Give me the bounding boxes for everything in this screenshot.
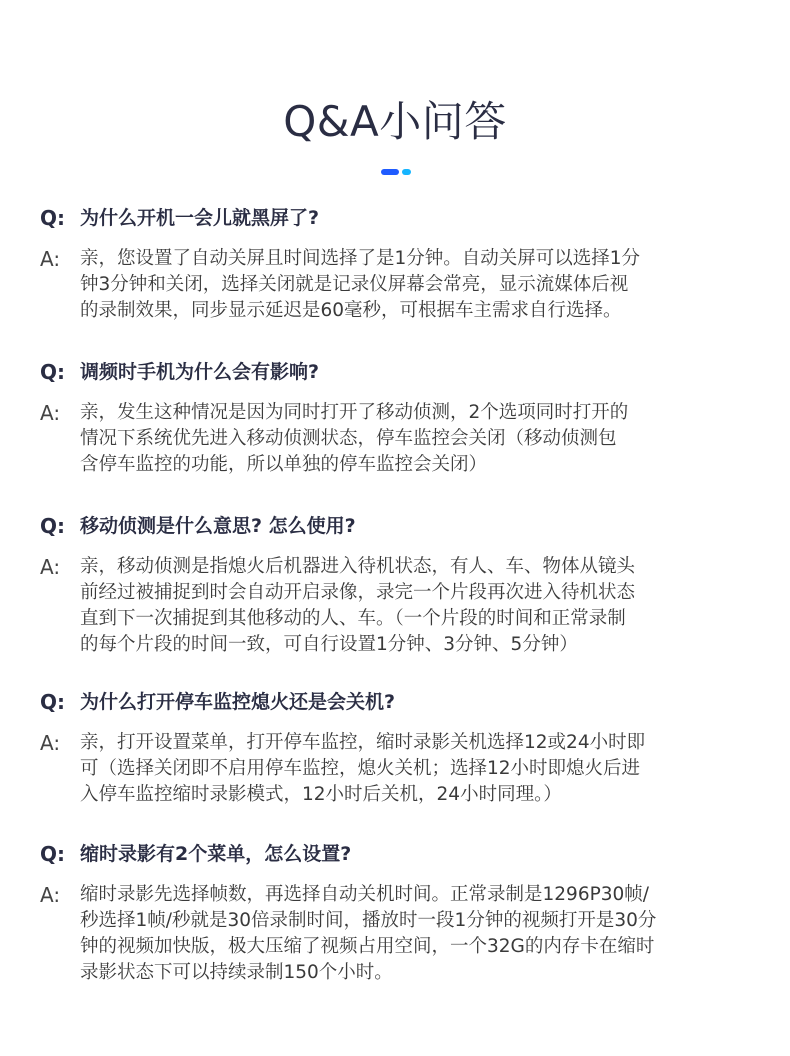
answer-row [40,400,760,478]
answer-text [80,554,752,658]
question-text: 为什么打开停车监控熄火还是会关机? [80,691,396,713]
question-prefix: Q: [40,206,65,230]
question-prefix: Q: [40,690,65,714]
answer-line: 缩时录影先选择帧数，再选择自动关机时间。正常录制是1296P30帧/ [80,884,650,905]
question-prefix: Q: [40,360,65,384]
answer-line: 录影状态下可以持续录制150个小时。 [80,962,393,983]
qa-item [40,836,760,986]
answer-row [40,882,760,986]
question-row [40,836,760,872]
answer-text [80,246,752,324]
page-title: Q&A小问答 [283,97,507,146]
question-row [40,684,760,720]
answer-line: 秒选择1帧/秒就是30倍录制时间，播放时一段1分钟的视频打开是30分 [80,910,657,931]
answer-row [40,246,760,324]
answer-prefix: A: [40,247,61,271]
question-row [40,200,760,236]
answer-row [40,554,760,658]
divider-segment-primary [381,169,399,175]
answer-prefix: A: [40,731,61,755]
title-divider [381,169,411,175]
qa-item [40,508,760,658]
answer-line: 亲，您设置了自动关屏且时间选择了是1分钟。自动关屏可以选择1分 [80,248,641,269]
answer-text [80,400,752,478]
answer-line: 钟3分钟和关闭，选择关闭就是记录仪屏幕会常亮，显示流媒体后视 [80,274,629,295]
answer-line: 钟的视频加快版，极大压缩了视频占用空间，一个32G的内存卡在缩时 [80,936,655,957]
answer-prefix: A: [40,883,61,907]
question-prefix: Q: [40,514,65,538]
question-row [40,508,760,544]
answer-line: 亲，发生这种情况是因为同时打开了移动侦测，2个选项同时打开的 [80,402,629,423]
answer-row [40,730,760,808]
question-row [40,354,760,390]
answer-prefix: A: [40,401,61,425]
answer-line: 亲，移动侦测是指熄火后机器进入待机状态，有人、车、物体从镜头 [80,556,636,577]
question-prefix: Q: [40,842,65,866]
answer-line: 的每个片段的时间一致，可自行设置1分钟、3分钟、5分钟） [80,634,578,655]
answer-line: 直到下一次捕捉到其他移动的人、车。（一个片段的时间和正常录制 [80,608,626,629]
answer-line: 可（选择关闭即不启用停车监控，熄火关机；选择12小时即熄火后进 [80,758,641,779]
question-text: 调频时手机为什么会有影响? [80,361,320,383]
answer-line: 情况下系统优先进入移动侦测状态，停车监控会关闭（移动侦测包 [80,428,617,449]
answer-line: 入停车监控缩时录影模式，12小时后关机，24小时同理。） [80,784,562,805]
answer-line: 含停车监控的功能，所以单独的停车监控会关闭） [80,454,488,475]
divider-segment-secondary [402,169,411,175]
qa-item [40,684,760,808]
question-text: 为什么开机一会儿就黑屏了? [80,207,320,229]
qa-item [40,200,760,324]
answer-text [80,882,752,986]
question-text: 缩时录影有2个菜单，怎么设置? [80,843,352,865]
answer-line: 的录制效果，同步显示延迟是60毫秒，可根据车主需求自行选择。 [80,300,622,321]
qa-item [40,354,760,478]
answer-text [80,730,752,808]
question-text: 移动侦测是什么意思? 怎么使用? [80,515,356,537]
answer-line: 前经过被捕捉到时会自动开启录像，录完一个片段再次进入待机状态 [80,582,636,603]
answer-line: 亲，打开设置菜单，打开停车监控，缩时录影关机选择12或24小时即 [80,732,646,753]
answer-prefix: A: [40,555,61,579]
